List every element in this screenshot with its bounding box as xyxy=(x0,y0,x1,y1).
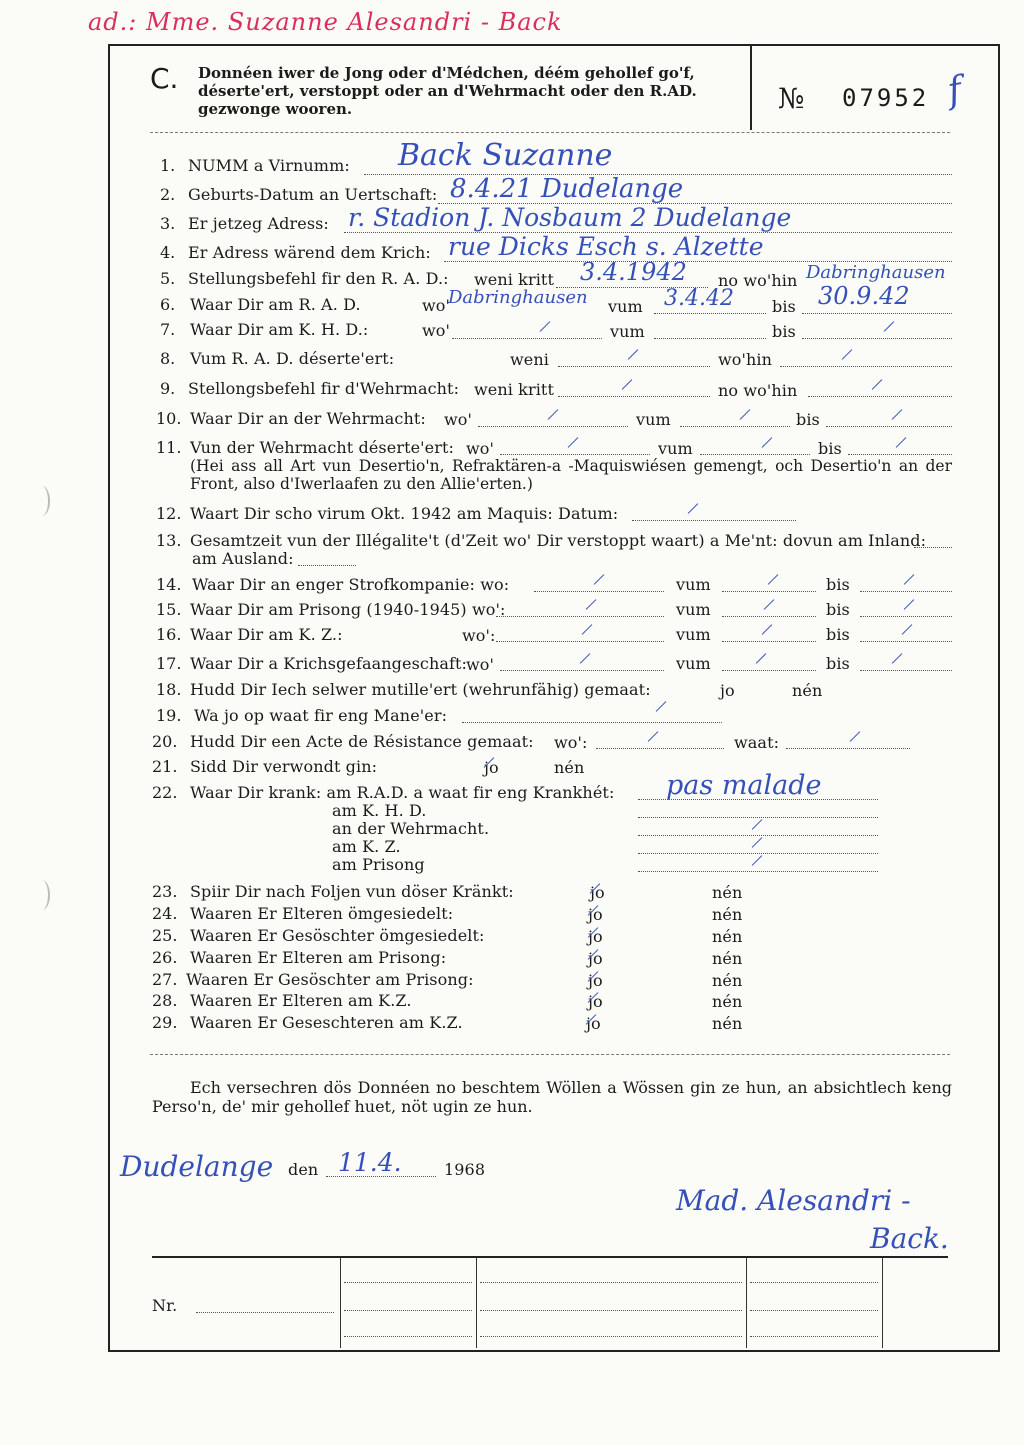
q1-label: NUMM a Virnumm: xyxy=(188,156,350,175)
q26-label: Waaren Er Elteren am Prisong: xyxy=(190,948,447,967)
q23-label: Spiir Dir nach Foljen vun döser Kränkt: xyxy=(190,882,514,901)
q27-no: nén xyxy=(712,971,743,990)
q24-number: 24. xyxy=(152,904,178,923)
q20-number: 20. xyxy=(152,732,178,751)
q16-line-3 xyxy=(860,641,952,642)
q15-label: Waar Dir am Prisong (1940-1945) wo': xyxy=(190,600,506,619)
q20-label: Hudd Dir een Acte de Résistance gemaat: xyxy=(190,732,534,751)
q13-label-2: am Ausland: xyxy=(192,549,294,568)
q6-value-2: 3.4.42 xyxy=(664,286,734,311)
q15-number: 15. xyxy=(156,600,182,619)
q14-line-3 xyxy=(860,591,952,592)
place: Dudelange xyxy=(120,1150,274,1183)
q22-answer: pas malade xyxy=(666,770,822,801)
q20-line-1 xyxy=(596,748,724,749)
signature-line-2: Back. xyxy=(870,1222,949,1255)
q13-number: 13. xyxy=(156,531,182,550)
q7-caption-1: wo' xyxy=(422,321,451,340)
q8-line-2 xyxy=(780,366,952,367)
footer-line-b1 xyxy=(480,1282,742,1283)
q10-caption-2: vum xyxy=(636,410,671,429)
q24-no: nén xyxy=(712,905,743,924)
q5-label: Stellungsbefehl fir den R. A. D.: xyxy=(188,269,449,288)
q28-yes: jo xyxy=(588,992,603,1011)
q18-no: nén xyxy=(792,681,823,700)
q7-line-3 xyxy=(802,338,952,339)
q17-line-1 xyxy=(500,670,664,671)
q11-line-2 xyxy=(700,454,810,455)
q6-caption-2: vum xyxy=(608,297,643,316)
q11-caption-1: wo' xyxy=(466,439,495,458)
q15-line-1 xyxy=(496,616,664,617)
footer-line-a1 xyxy=(344,1282,472,1283)
q6-value-1: Dabringhausen xyxy=(448,287,588,308)
q27-number: 27. xyxy=(152,970,178,989)
footer-col-1 xyxy=(340,1258,341,1348)
q6-value-3: 30.9.42 xyxy=(818,282,910,310)
footer-line-b2 xyxy=(480,1310,742,1311)
den-label: den xyxy=(288,1160,319,1179)
q11-caption-3: bis xyxy=(818,439,842,458)
section-letter: C. xyxy=(150,62,179,95)
declaration-text: Ech versechren dös Donnéen no beschtem Wöllen a Wössen gin ze hun, an absichtlech keng Perso'n, de' mir gehollef huet, nöt ugin ze hun. xyxy=(152,1078,952,1116)
q21-number: 21. xyxy=(152,757,178,776)
q24-yes: jo xyxy=(588,905,603,924)
footer-line-c2 xyxy=(750,1310,878,1311)
q17-caption-3: bis xyxy=(826,654,850,673)
q23-number: 23. xyxy=(152,882,178,901)
q8-caption-2: wo'hin xyxy=(718,350,773,369)
q12-number: 12. xyxy=(156,504,182,523)
q12-label: Waart Dir scho virum Okt. 1942 am Maquis: Datum: xyxy=(190,504,619,523)
q22-label: Waar Dir krank: am R.A.D. a waat fir eng Krankhét: xyxy=(190,783,615,802)
q11-note: (Hei ass all Art vun Desertio'n, Refraktären-a -Maquiswiésen gemengt, och Desertio'n an der Front, also d'Iwerlaafen zu den Allie'erten.) xyxy=(190,457,952,493)
q16-caption-2: vum xyxy=(676,625,711,644)
footer-col-4 xyxy=(882,1258,883,1348)
q17-line-3 xyxy=(860,670,952,671)
q19-number: 19. xyxy=(156,706,182,725)
q16-caption-3: bis xyxy=(826,625,850,644)
q1-answer: Back Suzanne xyxy=(398,138,613,173)
punch-hole-mark-2 xyxy=(34,880,50,910)
q2-label: Geburts-Datum an Uertschaft: xyxy=(188,185,438,204)
q7-number: 7. xyxy=(160,320,176,339)
q9-number: 9. xyxy=(160,379,176,398)
header-rule xyxy=(150,132,950,133)
q11-line-1 xyxy=(500,454,650,455)
q15-line-2 xyxy=(722,616,816,617)
q14-line-2 xyxy=(722,591,816,592)
q8-label: Vum R. A. D. déserte'ert: xyxy=(190,349,395,368)
q22-line-3 xyxy=(638,835,878,836)
q22-line-2 xyxy=(638,817,878,818)
q17-label: Waar Dir a Krichsgefaangeschaft: xyxy=(190,654,468,673)
q21-yes: jo xyxy=(484,758,499,777)
q8-caption-1: weni xyxy=(510,350,549,369)
q13-line-1 xyxy=(914,547,952,548)
q15-caption-3: bis xyxy=(826,600,850,619)
q5-caption-1: weni kritt xyxy=(474,270,554,289)
punch-hole-mark-1 xyxy=(34,486,50,516)
date: 11.4. xyxy=(338,1148,402,1177)
q16-number: 16. xyxy=(156,625,182,644)
q19-label: Wa jo op waat fir eng Mane'er: xyxy=(194,706,448,725)
q9-caption-2: no wo'hin xyxy=(718,381,798,400)
q19-line xyxy=(462,722,722,723)
q7-line-1 xyxy=(452,338,602,339)
q4-number: 4. xyxy=(160,243,176,262)
q7-line-2 xyxy=(654,338,766,339)
q12-line xyxy=(632,520,796,521)
q26-number: 26. xyxy=(152,948,178,967)
number-sign: № xyxy=(778,82,805,115)
q5-value-2: Dabringhausen xyxy=(806,262,946,283)
q7-caption-3: bis xyxy=(772,322,796,341)
q15-caption-2: vum xyxy=(676,600,711,619)
q4-label: Er Adress wärend dem Krich: xyxy=(188,243,431,262)
q16-line-1 xyxy=(496,641,664,642)
q10-number: 10. xyxy=(156,409,182,428)
q16-caption-1: wo': xyxy=(462,626,496,645)
q7-caption-2: vum xyxy=(610,322,645,341)
q22-sub-1: am K. H. D. xyxy=(332,801,427,820)
q11-number: 11. xyxy=(156,438,182,457)
q20-caption-2: waat: xyxy=(734,733,780,752)
footer-line-c3 xyxy=(750,1336,878,1337)
q28-number: 28. xyxy=(152,991,178,1010)
q6-number: 6. xyxy=(160,295,176,314)
q14-line-1 xyxy=(534,591,664,592)
q11-line-3 xyxy=(848,454,952,455)
q21-label: Sidd Dir verwondt gin: xyxy=(190,757,378,776)
q8-number: 8. xyxy=(160,349,176,368)
q17-caption-1: wo' xyxy=(466,655,495,674)
q18-label: Hudd Dir Iech selwer mutille'ert (wehrunfähig) gemaat: xyxy=(190,680,651,699)
q29-number: 29. xyxy=(152,1013,178,1032)
q27-label: Waaren Er Gesöschter am Prisong: xyxy=(186,970,474,989)
q27-yes: jo xyxy=(588,971,603,990)
q14-caption-3: bis xyxy=(826,575,850,594)
q6-caption-3: bis xyxy=(772,297,796,316)
q18-yes: jo xyxy=(720,681,735,700)
q23-yes: jo xyxy=(590,883,605,902)
q17-number: 17. xyxy=(156,654,182,673)
q22-sub-4: am Prisong xyxy=(332,855,425,874)
q22-line-4 xyxy=(638,853,878,854)
q11-label: Vun der Wehrmacht déserte'ert: xyxy=(190,438,454,457)
year: 1968 xyxy=(444,1160,486,1179)
q8-line-1 xyxy=(558,366,710,367)
form-number: 07952 xyxy=(842,84,930,112)
q29-no: nén xyxy=(712,1014,743,1033)
q2-number: 2. xyxy=(160,185,176,204)
footer-col-3 xyxy=(746,1258,747,1348)
q9-caption-1: weni kritt xyxy=(474,380,554,399)
declaration-rule xyxy=(150,1054,950,1055)
q7-label: Waar Dir am K. H. D.: xyxy=(190,320,369,339)
footer-nr-line xyxy=(196,1312,334,1313)
q17-line-2 xyxy=(722,670,816,671)
q17-caption-2: vum xyxy=(676,654,711,673)
q21-no: nén xyxy=(554,758,585,777)
q10-caption-3: bis xyxy=(796,410,820,429)
q14-label: Waar Dir an enger Strofkompanie: wo: xyxy=(192,575,510,594)
q11-caption-2: vum xyxy=(658,439,693,458)
q16-line-2 xyxy=(722,641,816,642)
q14-number: 14. xyxy=(156,575,182,594)
q9-line-1 xyxy=(558,396,710,397)
q23-no: nén xyxy=(712,883,743,902)
footer-nr-label: Nr. xyxy=(152,1296,178,1315)
q5-number: 5. xyxy=(160,269,176,288)
q22-number: 22. xyxy=(152,783,178,802)
number-mark: f xyxy=(944,69,965,112)
q6-caption-1: wo' xyxy=(422,296,451,315)
q10-line-1 xyxy=(478,426,628,427)
q22-sub-3: am K. Z. xyxy=(332,837,401,856)
q25-number: 25. xyxy=(152,926,178,945)
q18-number: 18. xyxy=(156,680,182,699)
q20-caption-1: wo': xyxy=(554,733,588,752)
q13-label: Gesamtzeit vun der Illégalite't (d'Zeit wo' Dir verstoppt waart) a Me'nt: dovun am Inland: xyxy=(190,531,927,550)
footer-line-b3 xyxy=(480,1336,742,1337)
q10-caption-1: wo' xyxy=(444,410,473,429)
q13-line-2 xyxy=(298,565,356,566)
header-description: Donnéen iwer de Jong oder d'Médchen, déém gehollef go'f, déserte'ert, verstoppt oder an d'Wehrmacht oder den R.AD. gezwonge wooren. xyxy=(198,64,697,118)
q14-caption-2: vum xyxy=(676,575,711,594)
q22-sub-2: an der Wehrmacht. xyxy=(332,819,490,838)
q28-label: Waaren Er Elteren am K.Z. xyxy=(190,991,412,1010)
header-divider xyxy=(750,46,752,130)
q29-yes: jo xyxy=(586,1014,601,1033)
q25-yes: jo xyxy=(588,927,603,946)
footer-top-rule xyxy=(152,1256,948,1258)
footer-line-c1 xyxy=(750,1282,878,1283)
q22-line-5 xyxy=(638,871,878,872)
q4-answer: rue Dicks Esch s. Alzette xyxy=(448,232,764,261)
q3-answer: r. Stadion J. Nosbaum 2 Dudelange xyxy=(348,203,792,232)
q1-number: 1. xyxy=(160,156,176,175)
q20-line-2 xyxy=(786,748,910,749)
q25-label: Waaren Er Gesöschter ömgesiedelt: xyxy=(190,926,485,945)
q10-line-3 xyxy=(826,426,952,427)
q25-no: nén xyxy=(712,927,743,946)
q9-line-2 xyxy=(808,396,952,397)
q15-line-3 xyxy=(860,616,952,617)
q5-value-1: 3.4.1942 xyxy=(580,258,687,286)
q26-yes: jo xyxy=(588,949,603,968)
top-annotation: ad.: Mme. Suzanne Alesandri - Back xyxy=(88,8,563,36)
q3-label: Er jetzeg Adress: xyxy=(188,214,329,233)
q9-label: Stellongsbefehl fir d'Wehrmacht: xyxy=(188,379,460,398)
q3-number: 3. xyxy=(160,214,176,233)
q16-label: Waar Dir am K. Z.: xyxy=(190,625,343,644)
q2-answer: 8.4.21 Dudelange xyxy=(450,174,684,204)
q10-label: Waar Dir an der Wehrmacht: xyxy=(190,409,426,428)
footer-line-a2 xyxy=(344,1310,472,1311)
footer-line-a3 xyxy=(344,1336,472,1337)
q26-no: nén xyxy=(712,949,743,968)
q28-no: nén xyxy=(712,992,743,1011)
q10-line-2 xyxy=(680,426,790,427)
signature-line-1: Mad. Alesandri - xyxy=(676,1184,911,1217)
q29-label: Waaren Er Geseschteren am K.Z. xyxy=(190,1013,463,1032)
footer-col-2 xyxy=(476,1258,477,1348)
q5-caption-2: no wo'hin xyxy=(718,271,798,290)
q6-line-3 xyxy=(802,313,952,314)
q24-label: Waaren Er Elteren ömgesiedelt: xyxy=(190,904,454,923)
q6-line-2 xyxy=(654,313,766,314)
q6-label: Waar Dir am R. A. D. xyxy=(190,295,361,314)
